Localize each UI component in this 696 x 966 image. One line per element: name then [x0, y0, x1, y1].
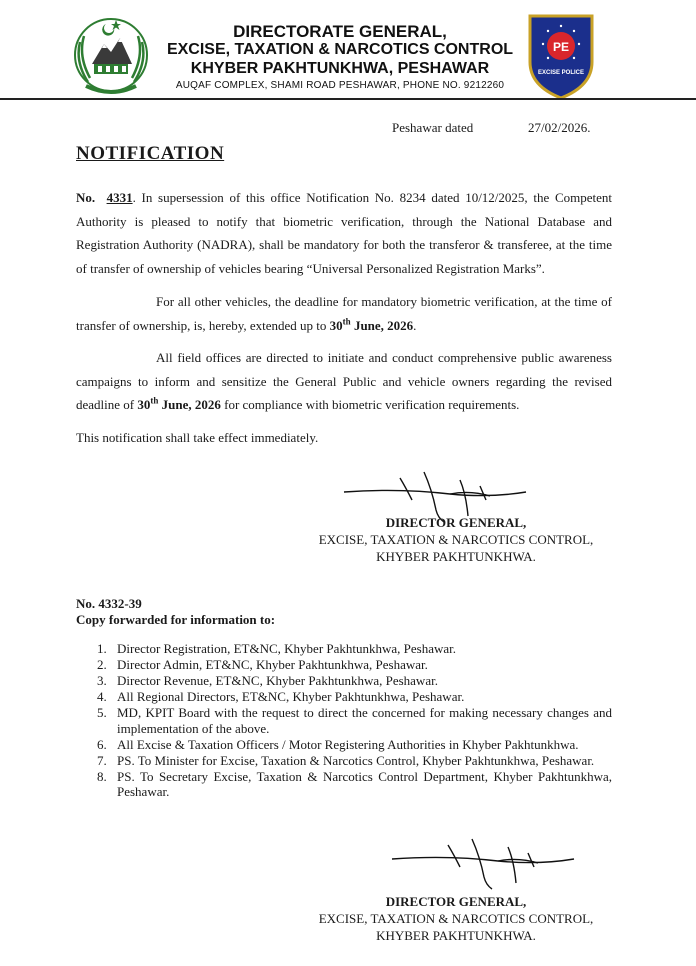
excise-police-badge-icon [522, 12, 600, 100]
list-item: 2. Director Admin, ET&NC, Khyber Pakhtunkhwa, Peshawar. [97, 657, 428, 672]
header-address: AUQAF COMPLEX, SHAMI ROAD PESHAWAR, PHONE NO. 9212260 [175, 80, 505, 91]
signatory-department: EXCISE, TAXATION & NARCOTICS CONTROL, [318, 532, 594, 547]
notification-number: 4331 [106, 190, 133, 205]
deadline-date-1: 30th June, 2026 [329, 316, 414, 333]
copy-number: No. 4332-39 [76, 596, 142, 611]
paragraph-3-text: All field offices are directed to initiate and conduct comprehensive public awareness campaigns to inform and sensitize the General Public and vehicle owners regarding the revised deadline of [76, 350, 612, 412]
signatory-province: KHYBER PAKHTUNKHWA. [376, 928, 536, 943]
signature-2-icon [388, 835, 578, 895]
dateline-label: Peshawar dated [392, 120, 474, 135]
paragraph-2-text: For all other vehicles, the deadline for mandatory biometric verification, at the time of transfer of ownership, is, hereby, extended up to [76, 294, 612, 333]
header-department: EXCISE, TAXATION & NARCOTICS CONTROL [166, 41, 514, 58]
badge-excise-police-text: EXCISE POLICE [537, 70, 585, 76]
signatory-title: DIRECTOR GENERAL, [385, 894, 527, 909]
notification-no-label: No. [76, 190, 96, 205]
signatory-department: EXCISE, TAXATION & NARCOTICS CONTROL, [318, 911, 594, 926]
distribution-list [76, 641, 612, 800]
paragraph-4: This notification shall take effect immediately. [76, 430, 319, 445]
signatory-title: DIRECTOR GENERAL, [385, 515, 527, 530]
header-directorate: DIRECTORATE GENERAL, [233, 22, 447, 41]
paragraph-3: All field offices are directed to initiate and conduct comprehensive public awareness campaigns to inform and sensitize the General Public and vehicle owners regarding the revised deadline of 30th June, 2026 for compliance with biometric verification requirements. [76, 350, 612, 412]
list-item: 7. PS. To Minister for Excise, Taxation & Narcotics Control, Khyber Pakhtunkhwa, Peshawar. [97, 752, 595, 768]
paragraph-1-text: . In supersession of this office Notification No. 8234 dated 10/12/2025, the Competent Authority is pleased to notify that biometric verification, through the National Database and Registration Authority (NADRA), shall be mandatory for both the transferor & transferee, at the time of transfer of ownership of vehicles bearing “Universal Personalized Registration Marks”. [76, 190, 613, 276]
list-item: 6. All Excise & Taxation Officers / Motor Registering Authorities in Khyber Pakhtunkhwa. [97, 736, 579, 752]
list-item: 5. MD, KPIT Board with the request to direct the concerned for making necessary changes and implementation of the above. [97, 705, 612, 736]
page-title: NOTIFICATION [76, 143, 225, 164]
dateline [392, 120, 591, 136]
header-divider [0, 98, 696, 100]
list-item: 3. Director Revenue, ET&NC, Khyber Pakhtunkhwa, Peshawar. [97, 673, 438, 688]
deadline-date-2: 30th June, 2026 [137, 395, 221, 412]
list-item: 4. All Regional Directors, ET&NC, Khyber Pakhtunkhwa, Peshawar. [97, 689, 465, 704]
signature-block-1 [296, 514, 616, 565]
list-item: 1. Director Registration, ET&NC, Khyber Pakhtunkhwa, Peshawar. [97, 641, 457, 656]
copy-heading: Copy forwarded for information to: [76, 612, 276, 627]
paragraph-2: For all other vehicles, the deadline for mandatory biometric verification, at the time of transfer of ownership, is, hereby, extended up to 30th June, 2026. [76, 294, 612, 333]
signature-block-2 [296, 893, 616, 944]
header-location: KHYBER PAKHTUNKHWA, PESHAWAR [190, 60, 490, 77]
signatory-province: KHYBER PAKHTUNKHWA. [376, 549, 536, 564]
dateline-date: 27/02/2026. [528, 120, 591, 135]
badge-pe-text: PE [552, 40, 570, 54]
paragraph-1 [76, 186, 612, 280]
list-item: 8. PS. To Secretary Excise, Taxation & Narcotics Control Department, Khyber Pakhtunkhwa, Peshawar. [97, 768, 612, 799]
